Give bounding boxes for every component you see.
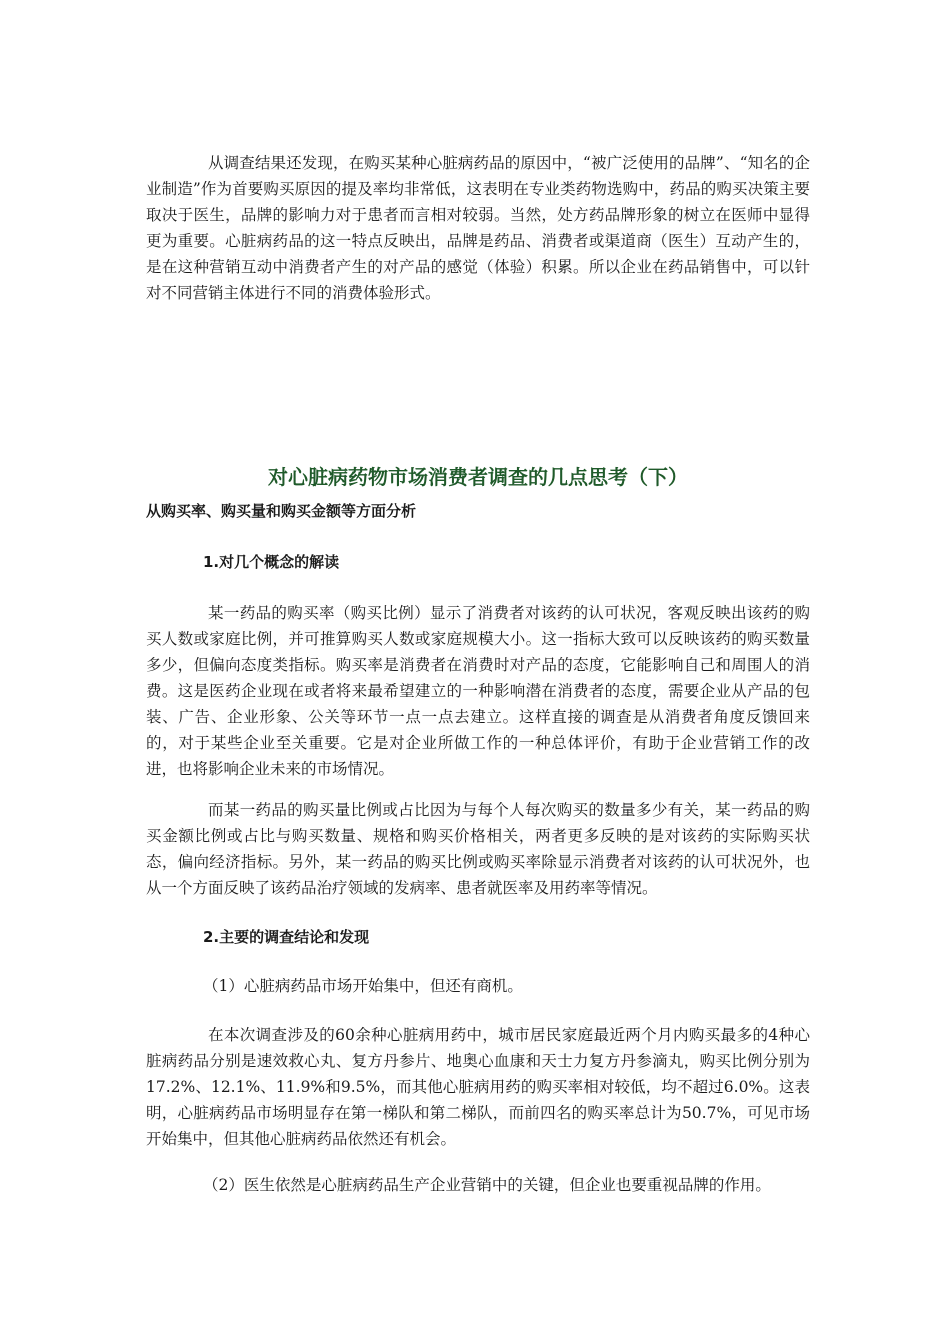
finding-1-heading: （1）心脏病药品市场开始集中，但还有商机。 (203, 977, 523, 995)
finding-2-heading: （2）医生依然是心脏病药品生产企业营销中的关键，但企业也要重视品牌的作用。 (203, 1176, 771, 1194)
section1-paragraph-2: 而某一药品的购买量比例或占比因为与每个人每次购买的数量多少有关，某一药品的购买金额比例或占比与购买数量、规格和购买价格相关，两者更多反映的是对该药的实际购买状态，偏向经济指标。另外，某一药品的购买比例或购买率除显示消费者对该药的认可状况外，也从一个方面反映了该药品治疗领域的发病率、患者就医率及用药率等情况。 (146, 801, 810, 897)
section2-heading: 2.主要的调查结论和发现 (203, 928, 370, 946)
section1-heading: 1.对几个概念的解读 (203, 553, 340, 571)
article-subtitle: 从购买率、购买量和购买金额等方面分析 (146, 502, 417, 520)
finding-1-paragraph: 在本次调查涉及的60余种心脏病用药中，城市居民家庭最近两个月内购买最多的4种心脏病药品分别是速效救心丸、复方丹参片、地奥心血康和天士力复方丹参滴丸，购买比例分别为17.2%、12.1%、11.9%和9.5%，而其他心脏病用药的购买率相对较低，均不超过6.0%。这表明，心脏病药品市场明显存在第一梯队和第二梯队，而前四名的购买率总计为50.7%，可见市场开始集中，但其他心脏病药品依然还有机会。 (146, 1026, 810, 1148)
article-title: 对心脏病药物市场消费者调查的几点思考（下） (268, 465, 688, 489)
intro-paragraph: 从调查结果还发现，在购买某种心脏病药品的原因中，“被广泛使用的品牌”、“知名的企业制造”作为首要购买原因的提及率均非常低，这表明在专业类药物选购中，药品的购买决策主要取决于医生，品牌的影响力对于患者而言相对较弱。当然，处方药品牌形象的树立在医师中显得更为重要。心脏病药品的这一特点反映出，品牌是药品、消费者或渠道商（医生）互动产生的，是在这种营销互动中消费者产生的对产品的感觉（体验）积累。所以企业在药品销售中，可以针对不同营销主体进行不同的消费体验形式。 (146, 154, 810, 302)
section1-paragraph-1: 某一药品的购买率（购买比例）显示了消费者对该药的认可状况，客观反映出该药的购买人数或家庭比例，并可推算购买人数或家庭规模大小。这一指标大致可以反映该药的购买数量多少，但偏向态度类指标。购买率是消费者在消费时对产品的态度，它能影响自己和周围人的消费。这是医药企业现在或者将来最希望建立的一种影响潜在消费者的态度，需要企业从产品的包装、广告、企业形象、公关等环节一点一点去建立。这样直接的调查是从消费者角度反馈回来的，对于某些企业至关重要。它是对企业所做工作的一种总体评价，有助于企业营销工作的改进，也将影响企业未来的市场情况。 (146, 604, 810, 778)
